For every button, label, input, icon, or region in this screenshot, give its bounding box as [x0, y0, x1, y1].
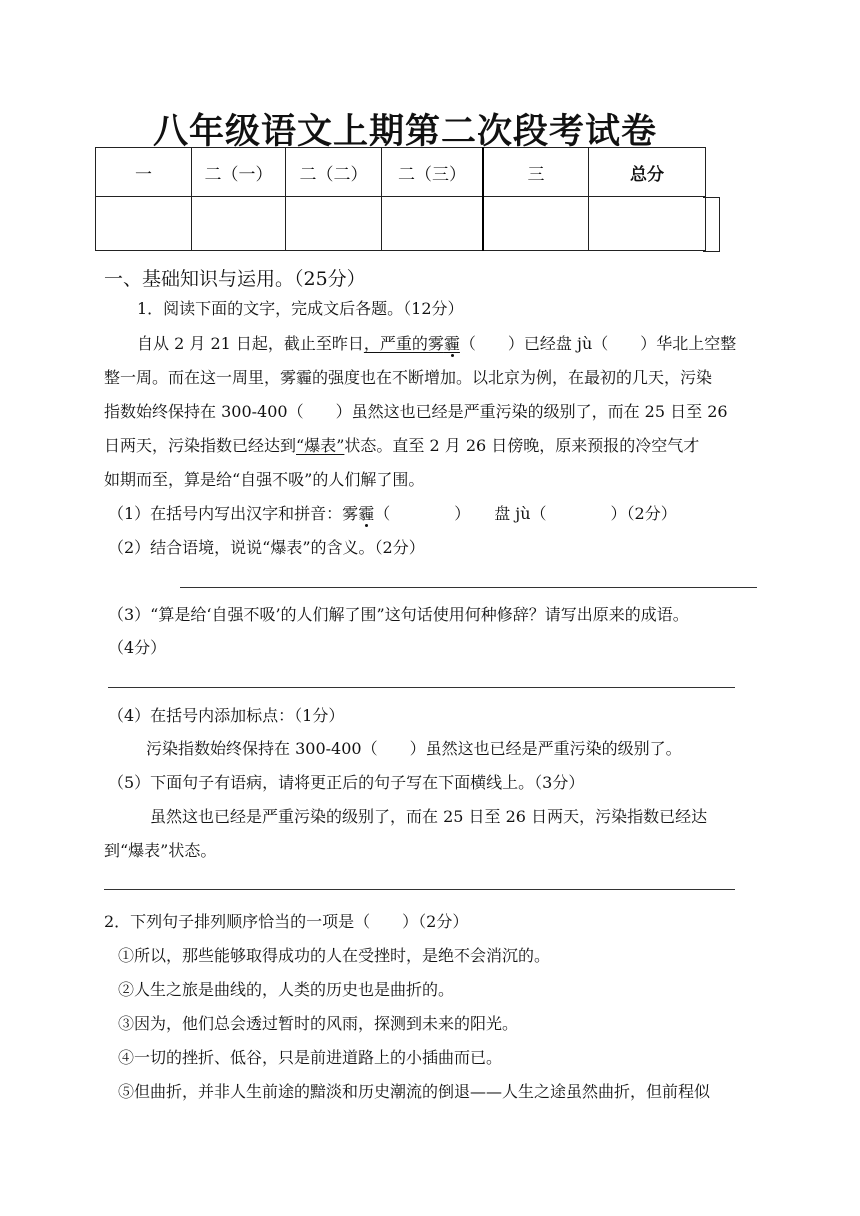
passage-line-1: [137, 333, 736, 355]
score-table-extra-cell: [703, 197, 720, 252]
sub-question-3-line-2: （4分）: [108, 638, 167, 657]
score-header-2: 二（一）: [192, 148, 286, 197]
sub-question-2: （2）结合语境，说说“爆表”的含义。（2分）: [108, 538, 425, 557]
q2-item-5: ⑤但曲折，并非人生前途的黯淡和历史潮流的倒退——人生之途虽然曲折，但前程似: [118, 1082, 711, 1101]
score-header-5: 三: [483, 148, 589, 197]
passage-line-5: 如期而至，算是给“自强不吸”的人们解了围。: [104, 470, 425, 489]
sub-question-4-sentence: 污染指数始终保持在 300-400（ ）虽然这也已经是严重污染的级别了。: [146, 739, 682, 758]
q2-item-2: ②人生之旅是曲线的，人类的历史也是曲折的。: [118, 980, 455, 999]
passage-line-3: 指数始终保持在 300-400（ ）虽然这也已经是严重污染的级别了，而在 25 日至 26: [104, 402, 728, 421]
sub-question-3-line-1: （3）“算是给‘自强不吸’的人们解了围”这句话使用何种修辞？请写出原来的成语。: [108, 605, 689, 624]
underlined-phrase: “爆表”: [296, 436, 345, 455]
dotted-char: 霾: [358, 504, 375, 523]
score-header-1: 一: [96, 148, 192, 197]
sub-question-5-line-1: 虽然这也已经是严重污染的级别了，而在 25 日至 26 日两天，污染指数已经达: [150, 807, 708, 826]
sub-question-4: （4）在括号内添加标点：（1分）: [108, 706, 345, 725]
score-header-4: 二（三）: [382, 148, 484, 197]
exam-title: 八年级语文上期第二次段考试卷: [152, 111, 657, 152]
score-cell-3[interactable]: [286, 197, 382, 251]
q1-prompt: 1．阅读下面的文字，完成文后各题。（12分）: [137, 299, 464, 318]
score-cell-total[interactable]: [589, 197, 706, 251]
passage-text: 自从 2 月 21 日起，截止至昨日: [137, 334, 364, 353]
dotted-char: 霾: [443, 334, 460, 353]
passage-text: 日两天，污染指数已经达到: [104, 436, 297, 455]
score-cell-5[interactable]: [483, 197, 589, 251]
sub-question-5: （5）下面句子有语病，请将更正后的句子写在下面横线上。（3分）: [108, 773, 585, 792]
q2-item-3: ③因为，他们总会透过暂时的风雨，探测到未来的阳光。: [118, 1014, 519, 1033]
section-heading: 一、基础知识与运用。（25分）: [104, 268, 366, 290]
q2-item-1: ①所以，那些能够取得成功的人在受挫时，是绝不会消沉的。: [118, 946, 551, 965]
sub-question-5-line-2: 到“爆表”状态。: [104, 841, 217, 860]
sub-question-1: （1）在括号内写出汉字和拼音：雾霾（ ） 盘 jù（ ）（2分）: [108, 504, 677, 523]
q2-prompt: 2．下列句子排列顺序恰当的一项是（ ）（2分）: [104, 912, 469, 931]
underlined-phrase: ，严重的雾霾: [363, 334, 460, 353]
passage-text: 状态。直至 2 月 26 日傍晚，原来预报的冷空气才: [344, 436, 700, 455]
answer-line-5[interactable]: [104, 889, 735, 890]
passage-line-2: 整一周。而在这一周里，雾霾的强度也在不断增加。以北京为例，在最初的几天，污染: [104, 368, 713, 387]
score-cell-2[interactable]: [192, 197, 286, 251]
score-cell-1[interactable]: [96, 197, 192, 251]
score-cell-4[interactable]: [382, 197, 484, 251]
score-table: [95, 147, 706, 251]
q2-item-4: ④一切的挫折、低谷，只是前进道路上的小插曲而已。: [118, 1048, 503, 1067]
passage-line-4: [104, 435, 699, 457]
answer-line-3[interactable]: [108, 687, 735, 688]
score-header-total: 总分: [589, 148, 706, 197]
passage-text: （ ）已经盘 jù（ ）华北上空整: [459, 334, 737, 353]
score-header-3: 二（二）: [286, 148, 382, 197]
answer-line-2[interactable]: [180, 587, 757, 588]
